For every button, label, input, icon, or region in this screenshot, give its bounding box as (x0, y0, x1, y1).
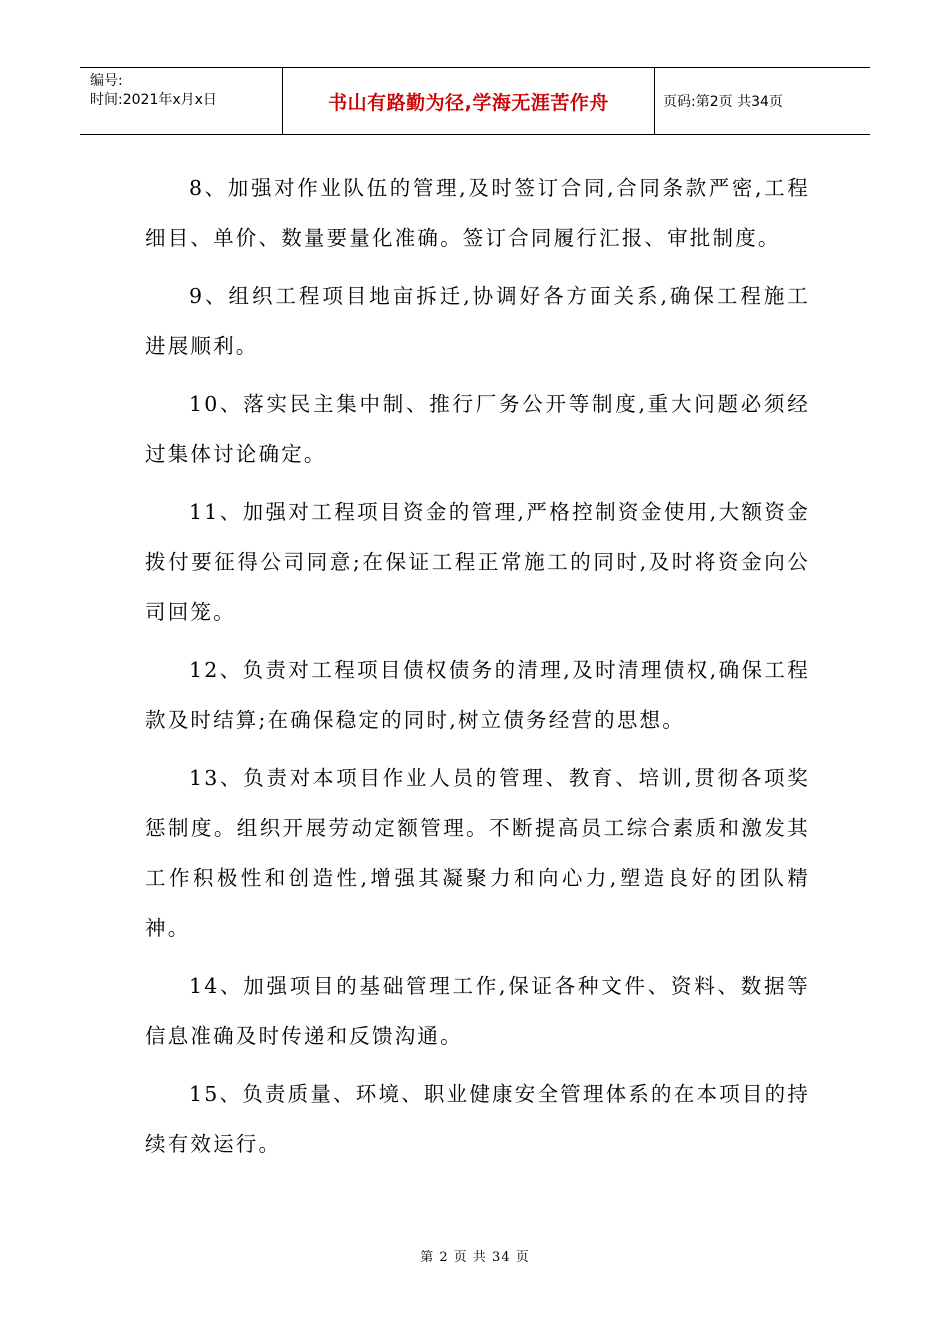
document-number-label: 编号: (90, 73, 123, 89)
document-time: 时间:2021年x月x日 (90, 92, 217, 108)
paragraph-item-8: 8、加强对作业队伍的管理,及时签订合同,合同条款严密,工程细目、单价、数量要量化准确。签订合同履行汇报、审批制度。 (145, 176, 810, 250)
paragraph-item-10: 10、落实民主集中制、推行厂务公开等制度,重大问题必须经过集体讨论确定。 (145, 392, 810, 466)
header-motto: 书山有路勤为径,学海无涯苦作舟 (283, 68, 655, 134)
paragraph-item-14: 14、加强项目的基础管理工作,保证各种文件、资料、数据等信息准确及时传递和反馈沟通。 (145, 974, 810, 1048)
header-meta (80, 68, 283, 134)
paragraph-item-13: 13、负责对本项目作业人员的管理、教育、培训,贯彻各项奖惩制度。组织开展劳动定额管理。不断提高员工综合素质和激发其工作积极性和创造性,增强其凝聚力和向心力,塑造良好的团队精神。 (145, 766, 810, 940)
paragraph-item-11: 11、加强对工程项目资金的管理,严格控制资金使用,大额资金拨付要征得公司同意;在保证工程正常施工的同时,及时将资金向公司回笼。 (145, 500, 810, 624)
paragraph-item-12: 12、负责对工程项目债权债务的清理,及时清理债权,确保工程款及时结算;在确保稳定的同时,树立债务经营的思想。 (145, 658, 810, 732)
paragraph-item-15: 15、负责质量、环境、职业健康安全管理体系的在本项目的持续有效运行。 (145, 1082, 810, 1156)
header-page-info: 页码:第2页 共34页 (663, 94, 783, 110)
page-footer: 第 2 页 共 34 页 (420, 1250, 530, 1265)
document-body (145, 163, 810, 1177)
paragraph-item-9: 9、组织工程项目地亩拆迁,协调好各方面关系,确保工程施工进展顺利。 (145, 284, 810, 358)
page-header (80, 67, 870, 135)
